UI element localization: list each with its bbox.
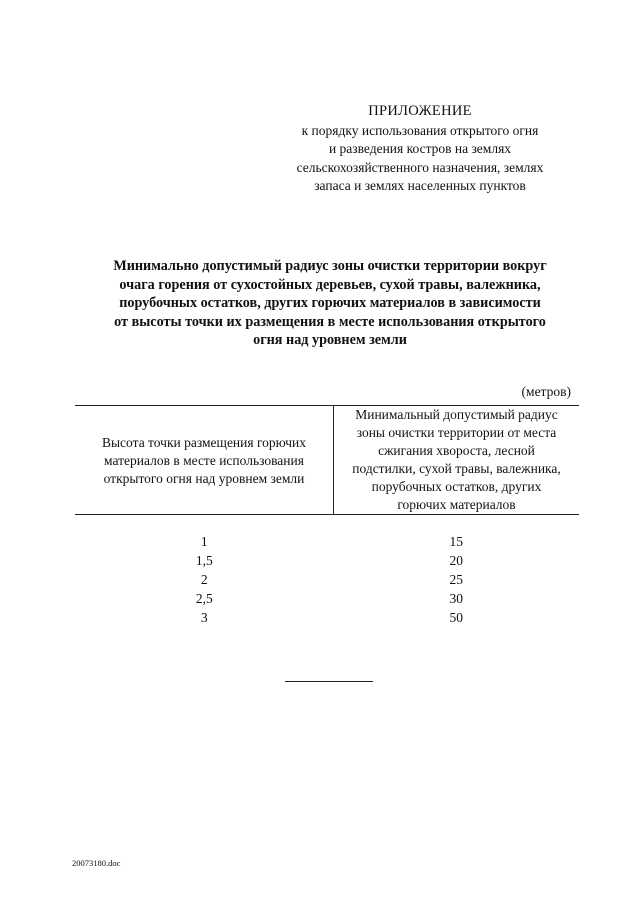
title-line: от высоты точки их размещения в месте использования открытого bbox=[114, 313, 546, 330]
table-row bbox=[75, 608, 579, 627]
header-line: подстилки, сухой травы, валежника, bbox=[352, 461, 561, 476]
cell-height: 2 bbox=[200, 572, 208, 587]
cell-radius: 50 bbox=[449, 610, 463, 625]
table-row bbox=[75, 515, 579, 552]
table-row bbox=[75, 589, 579, 608]
cell-radius: 25 bbox=[449, 572, 463, 587]
header-line: открытого огня над уровнем земли bbox=[103, 470, 305, 486]
footer-filename: 20073180.doc bbox=[72, 858, 121, 868]
cell-radius: 30 bbox=[449, 591, 463, 606]
header-height bbox=[75, 406, 334, 515]
header-line: Минимальный допустимый радиус bbox=[355, 407, 558, 422]
appendix-line: сельскохозяйственного назначения, землях bbox=[296, 159, 544, 175]
header-line: горючих материалов bbox=[397, 497, 516, 512]
appendix-line: запаса и землях населенных пунктов bbox=[314, 178, 526, 193]
end-separator bbox=[285, 681, 373, 682]
title-line: порубочных остатков, других горючих материалов в зависимости bbox=[119, 295, 541, 311]
appendix-block bbox=[270, 102, 570, 196]
radius-table bbox=[75, 405, 579, 627]
header-line: сжигания хвороста, лесной bbox=[378, 443, 535, 458]
document-title bbox=[70, 257, 590, 350]
title-line: Минимально допустимый радиус зоны очистки территории вокруг bbox=[113, 258, 547, 274]
appendix-line: и разведения костров на землях bbox=[328, 141, 512, 156]
title-line: огня над уровнем земли bbox=[253, 332, 407, 348]
header-line: материалов в месте использования bbox=[104, 452, 304, 468]
table-header-row bbox=[75, 406, 579, 515]
table-row bbox=[75, 570, 579, 589]
header-radius bbox=[334, 406, 580, 515]
cell-height: 1,5 bbox=[195, 553, 213, 568]
units-label: (метров) bbox=[521, 384, 571, 399]
title-line: очага горения от сухостойных деревьев, сухой травы, валежника, bbox=[119, 276, 541, 293]
appendix-title: ПРИЛОЖЕНИЕ bbox=[368, 103, 472, 119]
cell-height: 3 bbox=[200, 610, 208, 625]
cell-radius: 20 bbox=[449, 553, 463, 568]
cell-height: 2,5 bbox=[195, 591, 213, 606]
cell-radius: 15 bbox=[449, 534, 463, 549]
header-line: порубочных остатков, других bbox=[371, 479, 542, 494]
header-line: зоны очистки территории от места bbox=[356, 425, 557, 440]
header-line: Высота точки размещения горючих bbox=[101, 434, 307, 450]
table-row bbox=[75, 551, 579, 570]
cell-height: 1 bbox=[200, 534, 208, 549]
appendix-line: к порядку использования открытого огня bbox=[301, 122, 539, 138]
